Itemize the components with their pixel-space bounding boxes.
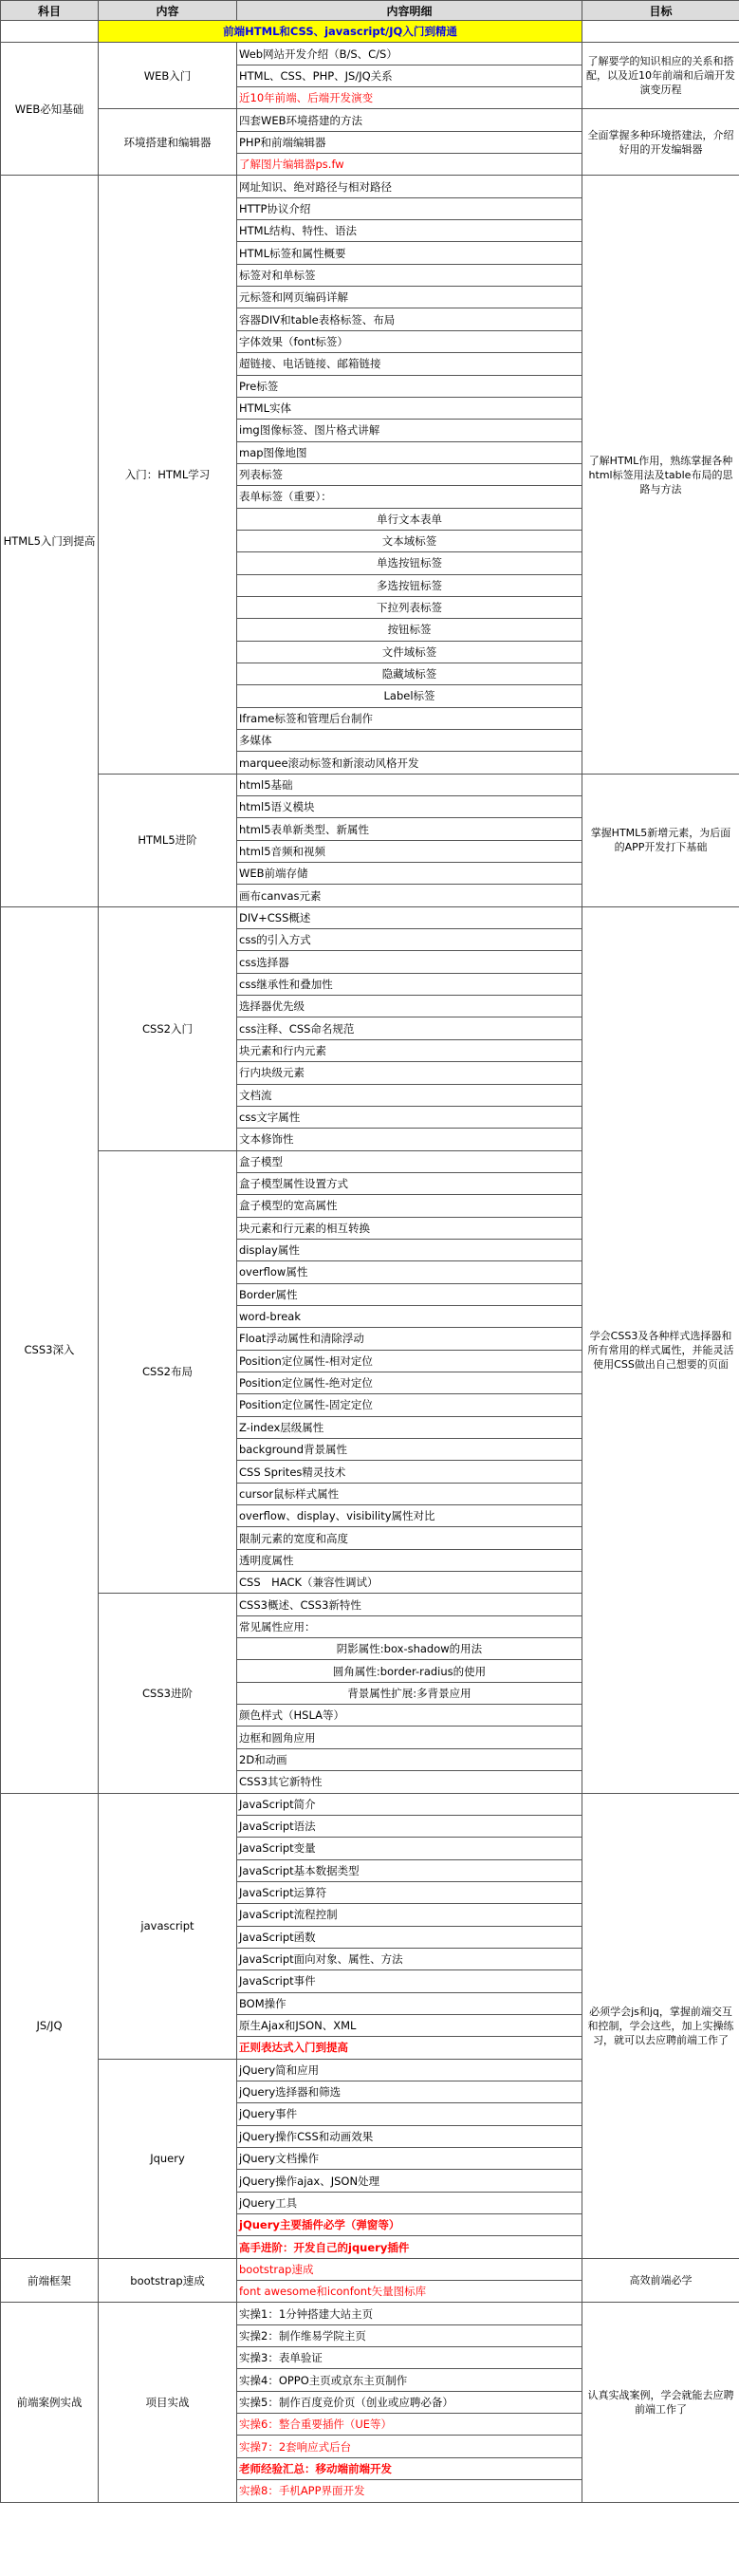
detail-cell: 隐藏域标签 (237, 663, 582, 684)
detail-cell: overflow、display、visibility属性对比 (237, 1505, 582, 1527)
detail-row (1, 176, 739, 197)
detail-cell: html5表单新类型、新属性 (237, 818, 582, 840)
detail-cell: 选择器优先级 (237, 996, 582, 1017)
detail-cell: HTML实体 (237, 397, 582, 419)
header-subject: 科目 (1, 1, 99, 21)
detail-cell: css选择器 (237, 951, 582, 973)
detail-cell: 列表标签 (237, 463, 582, 485)
content-cell: WEB入门 (99, 43, 237, 109)
detail-row (1, 774, 739, 795)
detail-cell: HTML、CSS、PHP、JS/JQ关系 (237, 65, 582, 86)
detail-cell: JavaScript运算符 (237, 1881, 582, 1903)
detail-row (1, 906, 739, 928)
detail-cell: 实操6：整合重要插件（UE等） (237, 2414, 582, 2436)
detail-cell: PHP和前端编辑器 (237, 131, 582, 153)
subject-cell: CSS3深入 (1, 906, 99, 1793)
detail-cell: map图像地图 (237, 441, 582, 463)
subject-cell: WEB必知基础 (1, 43, 99, 176)
detail-cell: 实操7：2套响应式后台 (237, 2436, 582, 2457)
detail-cell: css文字属性 (237, 1106, 582, 1128)
detail-cell: JavaScript流程控制 (237, 1904, 582, 1926)
content-cell: 环境搭建和编辑器 (99, 109, 237, 176)
detail-cell: 多选按钮标签 (237, 574, 582, 596)
detail-cell: background背景属性 (237, 1439, 582, 1461)
detail-cell: display属性 (237, 1239, 582, 1260)
detail-cell: HTML结构、特性、语法 (237, 220, 582, 242)
goal-cell: 学会CSS3及各种样式选择器和所有常用的样式属性，并能灵活使用CSS做出自己想要的页面 (582, 906, 739, 1793)
goal-cell: 全面掌握多种环境搭建法，介绍好用的开发编辑器 (582, 109, 739, 176)
detail-cell: html5音频和视频 (237, 840, 582, 862)
detail-cell: 块元素和行内元素 (237, 1039, 582, 1061)
detail-cell: JavaScript变量 (237, 1838, 582, 1859)
detail-cell: Float浮动属性和清除浮动 (237, 1328, 582, 1350)
detail-cell: 实操1：1分钟搭建大站主页 (237, 2303, 582, 2324)
detail-cell: 原生Ajax和JSON、XML (237, 2014, 582, 2036)
detail-row (1, 1793, 739, 1815)
subject-cell: JS/JQ (1, 1793, 99, 2258)
detail-cell: html5语义模块 (237, 796, 582, 818)
detail-cell: 行内块级元素 (237, 1062, 582, 1084)
detail-cell: JavaScript面向对象、属性、方法 (237, 1948, 582, 1969)
detail-cell: 标签对和单标签 (237, 264, 582, 286)
detail-cell: Pre标签 (237, 375, 582, 397)
detail-cell: 实操2：制作维易学院主页 (237, 2324, 582, 2346)
detail-row (1, 2303, 739, 2324)
detail-cell: jQuery工具 (237, 2192, 582, 2213)
detail-cell: 高手进阶：开发自己的jquery插件 (237, 2236, 582, 2258)
detail-cell: Position定位属性-固定定位 (237, 1394, 582, 1416)
banner-row (1, 21, 739, 43)
detail-cell: marquee滚动标签和新滚动风格开发 (237, 752, 582, 774)
detail-cell: jQuery文档操作 (237, 2148, 582, 2170)
detail-cell: overflow属性 (237, 1261, 582, 1283)
detail-cell: 单选按钮标签 (237, 552, 582, 574)
header-row (1, 1, 739, 21)
detail-cell: 块元素和行元素的相互转换 (237, 1217, 582, 1239)
detail-cell: JavaScript基本数据类型 (237, 1859, 582, 1881)
detail-cell: 按钮标签 (237, 619, 582, 641)
detail-cell: 四套WEB环境搭建的方法 (237, 109, 582, 131)
detail-cell: JavaScript事件 (237, 1970, 582, 1992)
header-detail: 内容明细 (237, 1, 582, 21)
detail-cell: jQuery选择器和筛选 (237, 2081, 582, 2102)
goal-cell: 了解HTML作用，熟练掌握各种html标签用法及table布局的思路与方法 (582, 176, 739, 774)
detail-row (1, 109, 739, 131)
detail-row (1, 43, 739, 65)
goal-cell: 认真实战案例，学会就能去应聘前端工作了 (582, 2303, 739, 2502)
detail-cell: jQuery操作ajax、JSON处理 (237, 2170, 582, 2192)
detail-cell: 限制元素的宽度和高度 (237, 1527, 582, 1549)
detail-cell: 文本修饰性 (237, 1129, 582, 1150)
detail-cell: CSS Sprites精灵技术 (237, 1461, 582, 1483)
content-cell: Jquery (99, 2059, 237, 2258)
detail-cell: CSS3其它新特性 (237, 1771, 582, 1793)
detail-cell: 圆角属性:border-radius的使用 (237, 1660, 582, 1682)
detail-cell: Label标签 (237, 685, 582, 707)
course-banner: 前端HTML和CSS、javascript/JQ入门到精通 (99, 21, 582, 43)
detail-cell: Web网站开发介绍（B/S、C/S） (237, 43, 582, 65)
detail-cell: CSS3概述、CSS3新特性 (237, 1594, 582, 1615)
subject-cell: 前端框架 (1, 2258, 99, 2303)
goal-cell: 了解要学的知识相应的关系和搭配，以及近10年前端和后端开发演变历程 (582, 43, 739, 109)
detail-cell: font awesome和iconfont矢量图标库 (237, 2281, 582, 2303)
detail-cell: JavaScript函数 (237, 1926, 582, 1948)
goal-cell: 高效前端必学 (582, 2258, 739, 2303)
detail-cell: 盒子模型的宽高属性 (237, 1195, 582, 1217)
detail-cell: 了解图片编辑器ps.fw (237, 154, 582, 176)
detail-cell: 下拉列表标签 (237, 596, 582, 618)
detail-cell: 文件域标签 (237, 641, 582, 663)
detail-cell: 常见属性应用： (237, 1615, 582, 1637)
header-content: 内容 (99, 1, 237, 21)
detail-cell: jQuery事件 (237, 2103, 582, 2125)
content-cell: CSS2布局 (99, 1150, 237, 1594)
detail-cell: 背景属性扩展:多背景应用 (237, 1682, 582, 1704)
detail-cell: css注释、CSS命名规范 (237, 1017, 582, 1039)
detail-cell: Border属性 (237, 1283, 582, 1305)
detail-cell: jQuery操作CSS和动画效果 (237, 2125, 582, 2147)
detail-row (1, 2258, 739, 2280)
detail-cell: HTML标签和属性概要 (237, 242, 582, 264)
detail-cell: 字体效果（font标签） (237, 330, 582, 352)
detail-cell: 实操5：制作百度竞价页（创业或应聘必备） (237, 2391, 582, 2413)
detail-cell: 容器DIV和table表格标签、布局 (237, 308, 582, 330)
detail-cell: 近10年前端、后端开发演变 (237, 87, 582, 109)
detail-cell: jQuery简和应用 (237, 2059, 582, 2081)
detail-cell: jQuery主要插件必学（弹窗等） (237, 2214, 582, 2236)
detail-cell: JavaScript简介 (237, 1793, 582, 1815)
content-cell: CSS3进阶 (99, 1594, 237, 1793)
detail-cell: CSS HACK（兼容性调试） (237, 1572, 582, 1594)
detail-cell: 阴影属性:box-shadow的用法 (237, 1638, 582, 1660)
detail-cell: 单行文本表单 (237, 508, 582, 530)
content-cell: 项目实战 (99, 2303, 237, 2502)
detail-cell: 实操4：OPPO主页或京东主页制作 (237, 2369, 582, 2391)
detail-cell: 透明度属性 (237, 1549, 582, 1571)
detail-cell: 盒子模型属性设置方式 (237, 1172, 582, 1194)
content-cell: HTML5进阶 (99, 774, 237, 906)
detail-cell: Position定位属性-相对定位 (237, 1350, 582, 1372)
detail-cell: 表单标签（重要）： (237, 486, 582, 508)
content-cell: CSS2入门 (99, 906, 237, 1150)
detail-cell: Iframe标签和管理后台制作 (237, 707, 582, 729)
detail-cell: 实操3：表单验证 (237, 2347, 582, 2369)
detail-cell: 老师经验汇总：移动端前端开发 (237, 2457, 582, 2479)
detail-cell: 文本域标签 (237, 530, 582, 551)
content-cell: javascript (99, 1793, 237, 2059)
subject-cell: 前端案例实战 (1, 2303, 99, 2502)
detail-cell: DIV+CSS概述 (237, 906, 582, 928)
content-cell: bootstrap速成 (99, 2258, 237, 2303)
detail-cell: 网址知识、绝对路径与相对路径 (237, 176, 582, 197)
detail-cell: 超链接、电话链接、邮箱链接 (237, 353, 582, 375)
detail-cell: Z-index层级属性 (237, 1416, 582, 1438)
detail-cell: 实操8：手机APP界面开发 (237, 2480, 582, 2502)
detail-cell: 画布canvas元素 (237, 885, 582, 906)
detail-cell: 边框和圆角应用 (237, 1727, 582, 1748)
detail-cell: BOM操作 (237, 1992, 582, 2014)
curriculum-body (1, 21, 739, 2503)
detail-cell: 文档流 (237, 1084, 582, 1106)
detail-cell: css的引入方式 (237, 929, 582, 951)
detail-cell: 正则表达式入门到提高 (237, 2037, 582, 2059)
detail-cell: JavaScript语法 (237, 1815, 582, 1837)
detail-cell: HTTP协议介绍 (237, 197, 582, 219)
detail-cell: 盒子模型 (237, 1150, 582, 1172)
detail-cell: 多媒体 (237, 730, 582, 752)
detail-cell: WEB前端存储 (237, 863, 582, 885)
subject-cell: HTML5入门到提高 (1, 176, 99, 906)
content-cell: 入门：HTML学习 (99, 176, 237, 774)
detail-cell: css继承性和叠加性 (237, 973, 582, 995)
detail-cell: Position定位属性-绝对定位 (237, 1372, 582, 1393)
detail-cell: img图像标签、图片格式讲解 (237, 420, 582, 441)
header-goal: 目标 (582, 1, 739, 21)
detail-cell: 颜色样式（HSLA等） (237, 1705, 582, 1727)
detail-cell: 2D和动画 (237, 1748, 582, 1770)
detail-cell: 元标签和网页编码详解 (237, 287, 582, 308)
goal-cell: 必须学会js和jq，掌握前端交互和控制，学会这些，加上实操练习，就可以去应聘前端工作了 (582, 1793, 739, 2258)
goal-cell: 掌握HTML5新增元素，为后面的APP开发打下基础 (582, 774, 739, 906)
detail-cell: cursor鼠标样式属性 (237, 1483, 582, 1504)
detail-cell: html5基础 (237, 774, 582, 795)
detail-cell: word-break (237, 1305, 582, 1327)
detail-cell: bootstrap速成 (237, 2258, 582, 2280)
